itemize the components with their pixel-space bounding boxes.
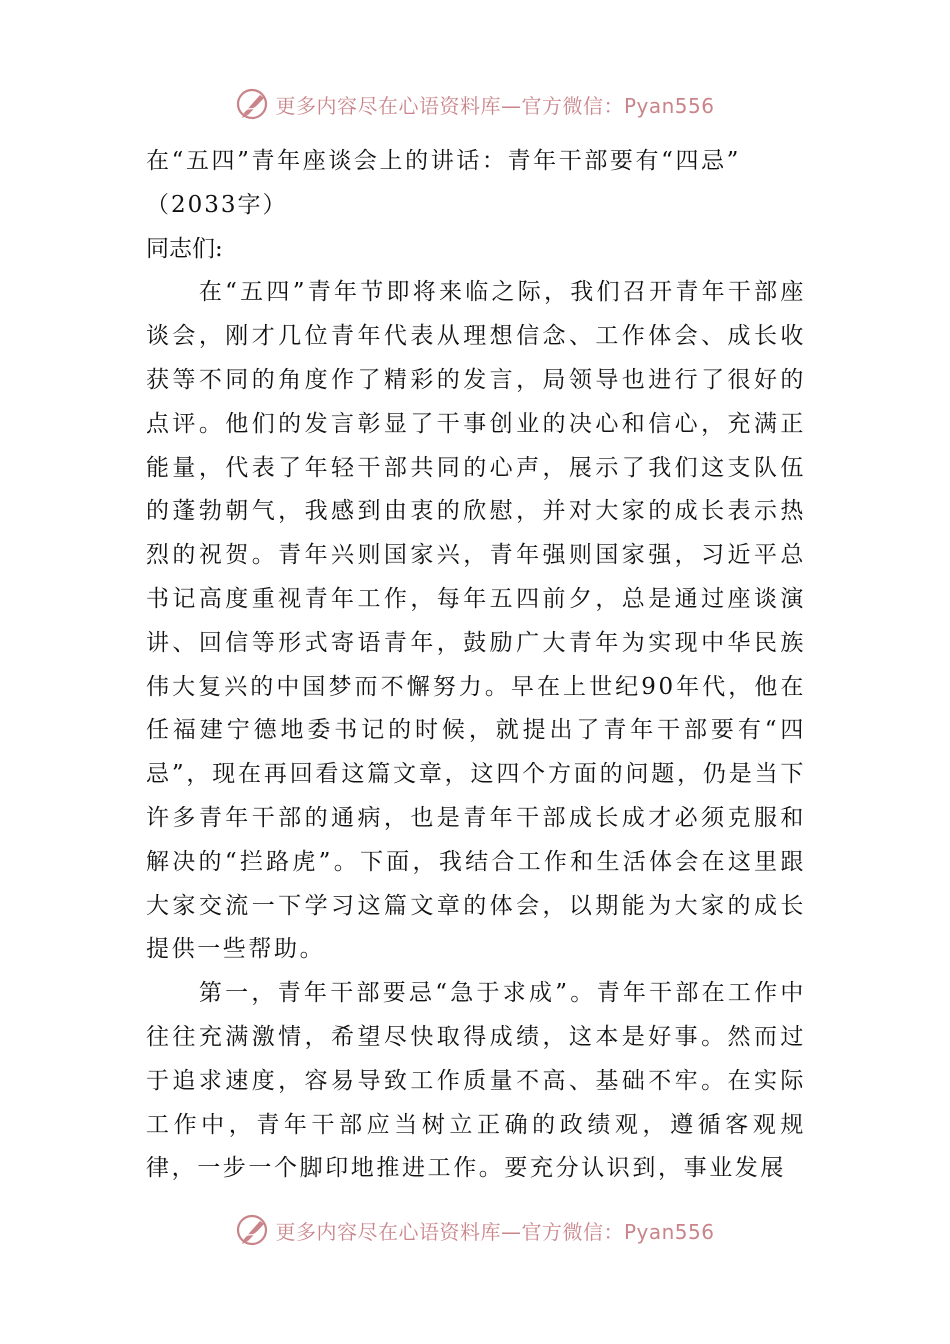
salutation: 同志们: (146, 235, 223, 262)
title-text: 在“五四”青年座谈会上的讲话：青年干部要有“四忌” (146, 148, 742, 174)
paragraph-intro: 在“五四”青年节即将来临之际，我们召开青年干部座谈会，刚才几位青年代表从理想信念、工作体会、成长收获等不同的角度作了精彩的发言，局领导也进行了很好的点评。他们的发言彰显了干事创业的决心和信心，充满正能量，代表了年轻干部共同的心声，展示了我们这支队伍的蓬勃朝气，我感到由衷的欣慰，并对大家的成长表示热烈的祝贺。青年兴则国家兴，青年强则国家强，习近平总书记高度重视青年工作，每年五四前夕，总是通过座谈演讲、回信等形式寄语青年，鼓励广大青年为实现中华民族伟大复兴的中国梦而不懈努力。早在上世纪90年代，他在任福建宁德地委书记的时候，就提出了青年干部要有“四忌”，现在再回看这篇文章，这四个方面的问题，仍是当下许多青年干部的通病，也是青年干部成长成才必须克服和解决的“拦路虎”。下面，我结合工作和生活体会在这里跟大家交流一下学习这篇文章的体会，以期能为大家的成长提供一些帮助。 (146, 279, 806, 963)
paragraph-first-point: 第一，青年干部要忌“急于求成”。青年干部在工作中往往充满激情，希望尽快取得成绩，这本是好事。然而过于追求速度，容易导致工作质量不高、基础不牢。在实际工作中，青年干部应当树立正确的政绩观，遵循客观规律，一步一个脚印地推进工作。要充分认识到，事业发展 (146, 980, 806, 1182)
document-title (146, 140, 806, 228)
watermark-banner-bottom (0, 1210, 950, 1250)
watermark-banner-top (0, 84, 950, 124)
word-count: （2033字） (146, 191, 288, 218)
document-body (146, 140, 806, 1191)
watermark-text: 更多内容尽在心语资料库—官方微信：Pyan556 (275, 1219, 715, 1244)
watermark-text: 更多内容尽在心语资料库—官方微信：Pyan556 (275, 93, 715, 118)
pen-logo-icon (235, 1212, 271, 1248)
pen-logo-icon (235, 86, 271, 122)
